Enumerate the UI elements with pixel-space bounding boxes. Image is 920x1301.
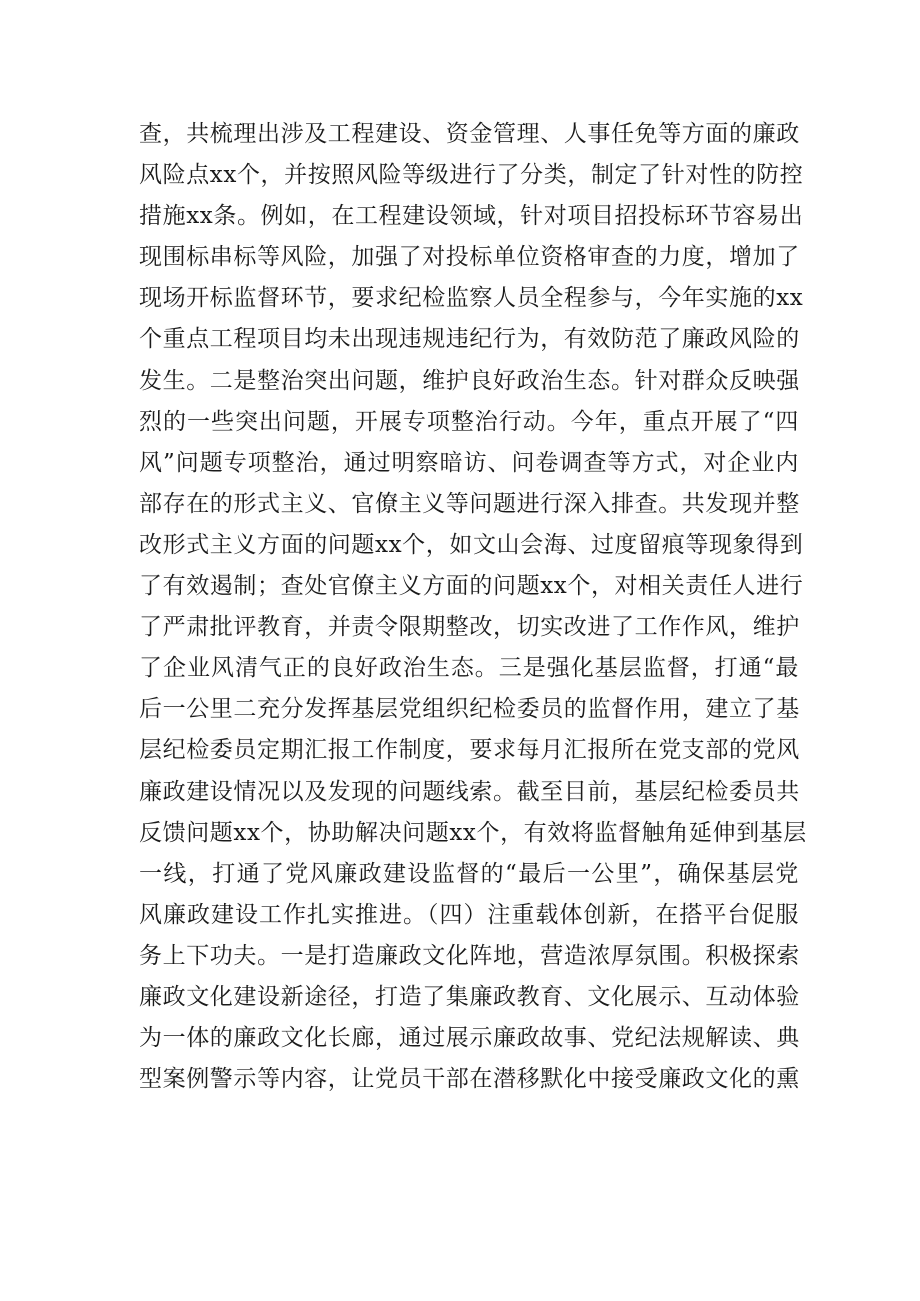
text-line: 个重点工程项目均未出现违规违纪行为，有效防范了廉政风险的 — [139, 326, 800, 353]
text-line: 风”问题专项整治，通过明察暗访、问卷调查等方式，对企业内 — [139, 449, 799, 476]
text-line: 廉政建设情况以及发现的问题线索。截至目前，基层纪检委员共 — [139, 778, 800, 805]
text-line: 现围标串标等风险，加强了对投标单位资格审查的力度，增加了 — [139, 244, 800, 271]
text-line: 为一体的廉政文化长廊，通过展示廉政故事、党纪法规解读、典 — [139, 1025, 800, 1052]
text-line: 廉政文化建设新途径，打造了集廉政教育、文化展示、互动体验 — [139, 983, 800, 1010]
text-line: 了有效遏制；查处官僚主义方面的问题xx个，对相关责任人进行 — [139, 573, 804, 600]
body-paragraph — [139, 114, 807, 1100]
text-line: 了企业风清气正的良好政治生态。三是强化基层监督，打通“最 — [139, 655, 799, 682]
text-line: 务上下功夫。一是打造廉政文化阵地，营造浓厚氛围。积极探索 — [139, 942, 800, 969]
text-line: 改形式主义方面的问题xx个，如文山会海、过度留痕等现象得到 — [139, 531, 804, 558]
text-line: 层纪检委员定期汇报工作制度，要求每月汇报所在党支部的党风 — [139, 737, 800, 764]
text-line: 部存在的形式主义、官僚主义等问题进行深入排查。共发现并整 — [139, 490, 800, 517]
text-line: 后一公里二充分发挥基层党组织纪检委员的监督作用，建立了基 — [139, 696, 800, 723]
text-line: 措施xx条。例如，在工程建设领域，针对项目招投标环节容易出 — [139, 203, 804, 230]
text-line: 风廉政建设工作扎实推进。（四）注重载体创新，在搭平台促服 — [139, 901, 799, 928]
text-line: 反馈问题xx个，协助解决问题xx个，有效将监督触角延伸到基层 — [139, 819, 807, 846]
text-line: 一线，打通了党风廉政建设监督的“最后一公里”，确保基层党 — [139, 860, 799, 887]
text-line: 烈的一些突出问题，开展专项整治行动。今年，重点开展了“四 — [139, 408, 799, 435]
text-line: 了严肃批评教育，并责令限期整改，切实改进了工作作风，维护 — [139, 614, 800, 641]
text-line: 查，共梳理出涉及工程建设、资金管理、人事任免等方面的廉政 — [139, 121, 800, 147]
text-line: 型案例警示等内容，让党员干部在潜移默化中接受廉政文化的熏 — [139, 1066, 800, 1093]
text-line: 发生。二是整治突出问题，维护良好政治生态。针对群众反映强 — [139, 367, 800, 394]
text-line: 现场开标监督环节，要求纪检监察人员全程参与，今年实施的xx — [139, 285, 804, 312]
text-line: 风险点xx个，并按照风险等级进行了分类，制定了针对性的防控 — [139, 162, 804, 189]
